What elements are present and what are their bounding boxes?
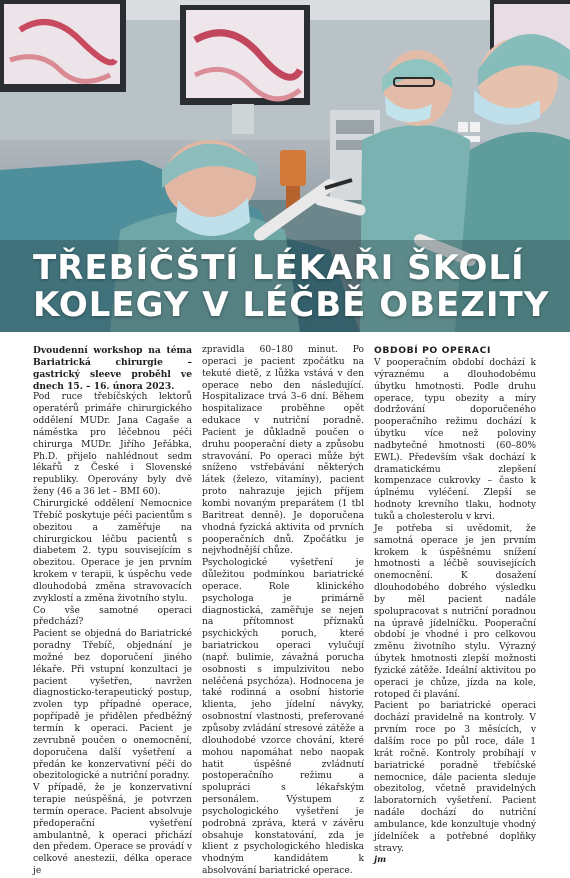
- section-heading: OBDOBÍ PO OPERACI: [374, 345, 491, 356]
- paragraph: Co vše samotné operaci předchází?: [33, 605, 192, 628]
- paragraph: Pacient po bariatrické operaci dochází pravidelně na kontroly. V prvním roce po 3 měsících, v dalším roce po půl roce, dále 1 krát ročně. Kontroly probíhají v bariatrické poradně třebíčské nemocnice, dále pacienta sleduje obezitolog, včetně pravidelných laboratorních vyšetření. Pacient nadále dochází do nutriční ambulance, kde konzultuje vhodný jídelníček a potřebné doplňky stravy.: [374, 701, 536, 854]
- paragraph: V pooperačním období dochází k výraznému a dlouhodobému úbytku hmotnosti. Podle druhu operace, typu obezity a míry dodržování doporučeného pooperačního režimu dochází k úbytku více než poloviny nadbytečné hmotnosti (60–80% EWL). Především však dochází k dramatickému zlepšení kompenzace cukrovky – často k úplnému vyléčení. Zlepší se hodnoty krevního tlaku, hodnoty tuků a cholesterolu v krvi.: [374, 358, 536, 522]
- monitor-left: [0, 0, 126, 92]
- lead-paragraph: Dvoudenní workshop na téma Bariatrická chirurgie – gastrický sleeve proběhl ve dnech 15. – 16. února 2023.: [33, 345, 192, 392]
- hero-photo: [0, 0, 570, 332]
- title-line-2: KOLEGY V LÉČBĚ OBEZITY: [33, 285, 550, 325]
- paragraph: zpravidla 60–180 minut. Po operaci je pacient zpočátku na tekuté dietě, z lůžka vstává v den operace nebo den následující. Hospitalizace trvá 3–6 dní. Během hospitalizace proběhne opět edukace v nutriční poradně. Pacient je důkladně poučen o druhu pooperační diety a způsobu stravování. Po operaci může být sníženo vstřebávání některých látek (železo, vitamíny), pacient proto nahrazuje jejich příjem kombi novaným preparátem (1 tbl Baritreat denně). Je doporučena vhodná fyzická aktivita od prvních pooperačních dnů. Zpočátku je nejvhodnější chůze.: [202, 345, 364, 557]
- author-signature: jm: [374, 855, 387, 866]
- column-1: [33, 345, 192, 878]
- paragraph: Chirurgické oddělení Nemocnice Třebíč poskytuje péči pacientům s obezitou a zaměřuje na chirurgickou léčbu pacientů s diabetem 2. typu souvisejícím s obezitou. Operace je jen prvním krokem v terapii, k úspěchu vede dlouhodobá změna stravovacích zvyklostí a změna životního stylu.: [33, 498, 192, 604]
- column-3: [374, 345, 536, 867]
- title-line-1: TŘEBÍČŠTÍ LÉKAŘI ŠKOLÍ: [33, 248, 525, 288]
- column-2: [202, 345, 364, 878]
- paragraph: Pacient se objedná do Bariatrické poradny Třebíč, objednání je možné bez doporučení jiného lékaře. Při vstupní konzultaci je pacient vyšetřen, navržen diagnosticko-terapeutický postup, zvolen typ případné operace, popřípadě je přidělen předběžný termín k operaci. Pacient je zevrubně poučen o onemocnění, doporučena další vyšetření a předán ke konzervativní péči do obezitologické a nutriční poradny.: [33, 629, 192, 782]
- paragraph: Je potřeba si uvědomit, že samotná operace je jen prvním krokem k úspěšnému snížení hmotnosti a léčbě souvisejících onemocnění. K dosažení dlouhodobého dobrého výsledku by měl pacient nadále spolupracovat s nutriční poradnou na úpravě jídelníčku. Pooperační období je vhodné i pro celkovou změnu životního stylu. Výrazný úbytek hmotnosti zlepší možnosti fyzické zátěže. Ideální aktivitou po operaci je chůze, jízda na kole, rotoped či plavání.: [374, 523, 536, 700]
- paragraph: Psychologické vyšetření je důležitou podmínkou bariatrické operace. Role klinického psychologa je primárně diagnostická, zaměřuje se nejen na přítomnost příznaků psychických poruch, které bariatrickou operaci vylučují (např. bulimie, závažná porucha osobnosti s impulzivitou nebo neléčená psychóza). Hodnocena je také rodinná a osobní historie klienta, jeho jídelní návyky, osobnostní vlastnosti, preferované způsoby zvládání stresové zátěže a dlouhodobé vzorce chování, které mohou napomáhat nebo naopak hatit úspěšné zvládnutí postoperačního režimu a spolupráci s lékařským personálem. Výstupem z psychologického vyšetření je podrobná zpráva, která v závěru obsahuje konstatování, zda je klient z psychologického hlediska vhodným kandidátem k absolvování bariatrické operace.: [202, 558, 364, 877]
- paragraph: V případě, že je konzervativní terapie neúspěšná, je potvrzen termín operace. Pacient absolvuje předoperační vyšetření ambulantně, k operaci přichází den předem. Operace se provádí v celkové anestezii, délka operace je: [33, 783, 192, 877]
- paragraph: Pod ruce třebíčských lektorů operatérů primáře chirurgického oddělení MUDr. Jana Cagaše a náměstka pro léčebnou péči chirurga MUDr. Jiřího Jeřábka, Ph.D. přijelo nahlédnout sedm lékařů z České i Slovenské republiky. Operovány byly dvě ženy (46 a 36 let – BMI 60).: [33, 392, 192, 498]
- article-title: [33, 250, 549, 324]
